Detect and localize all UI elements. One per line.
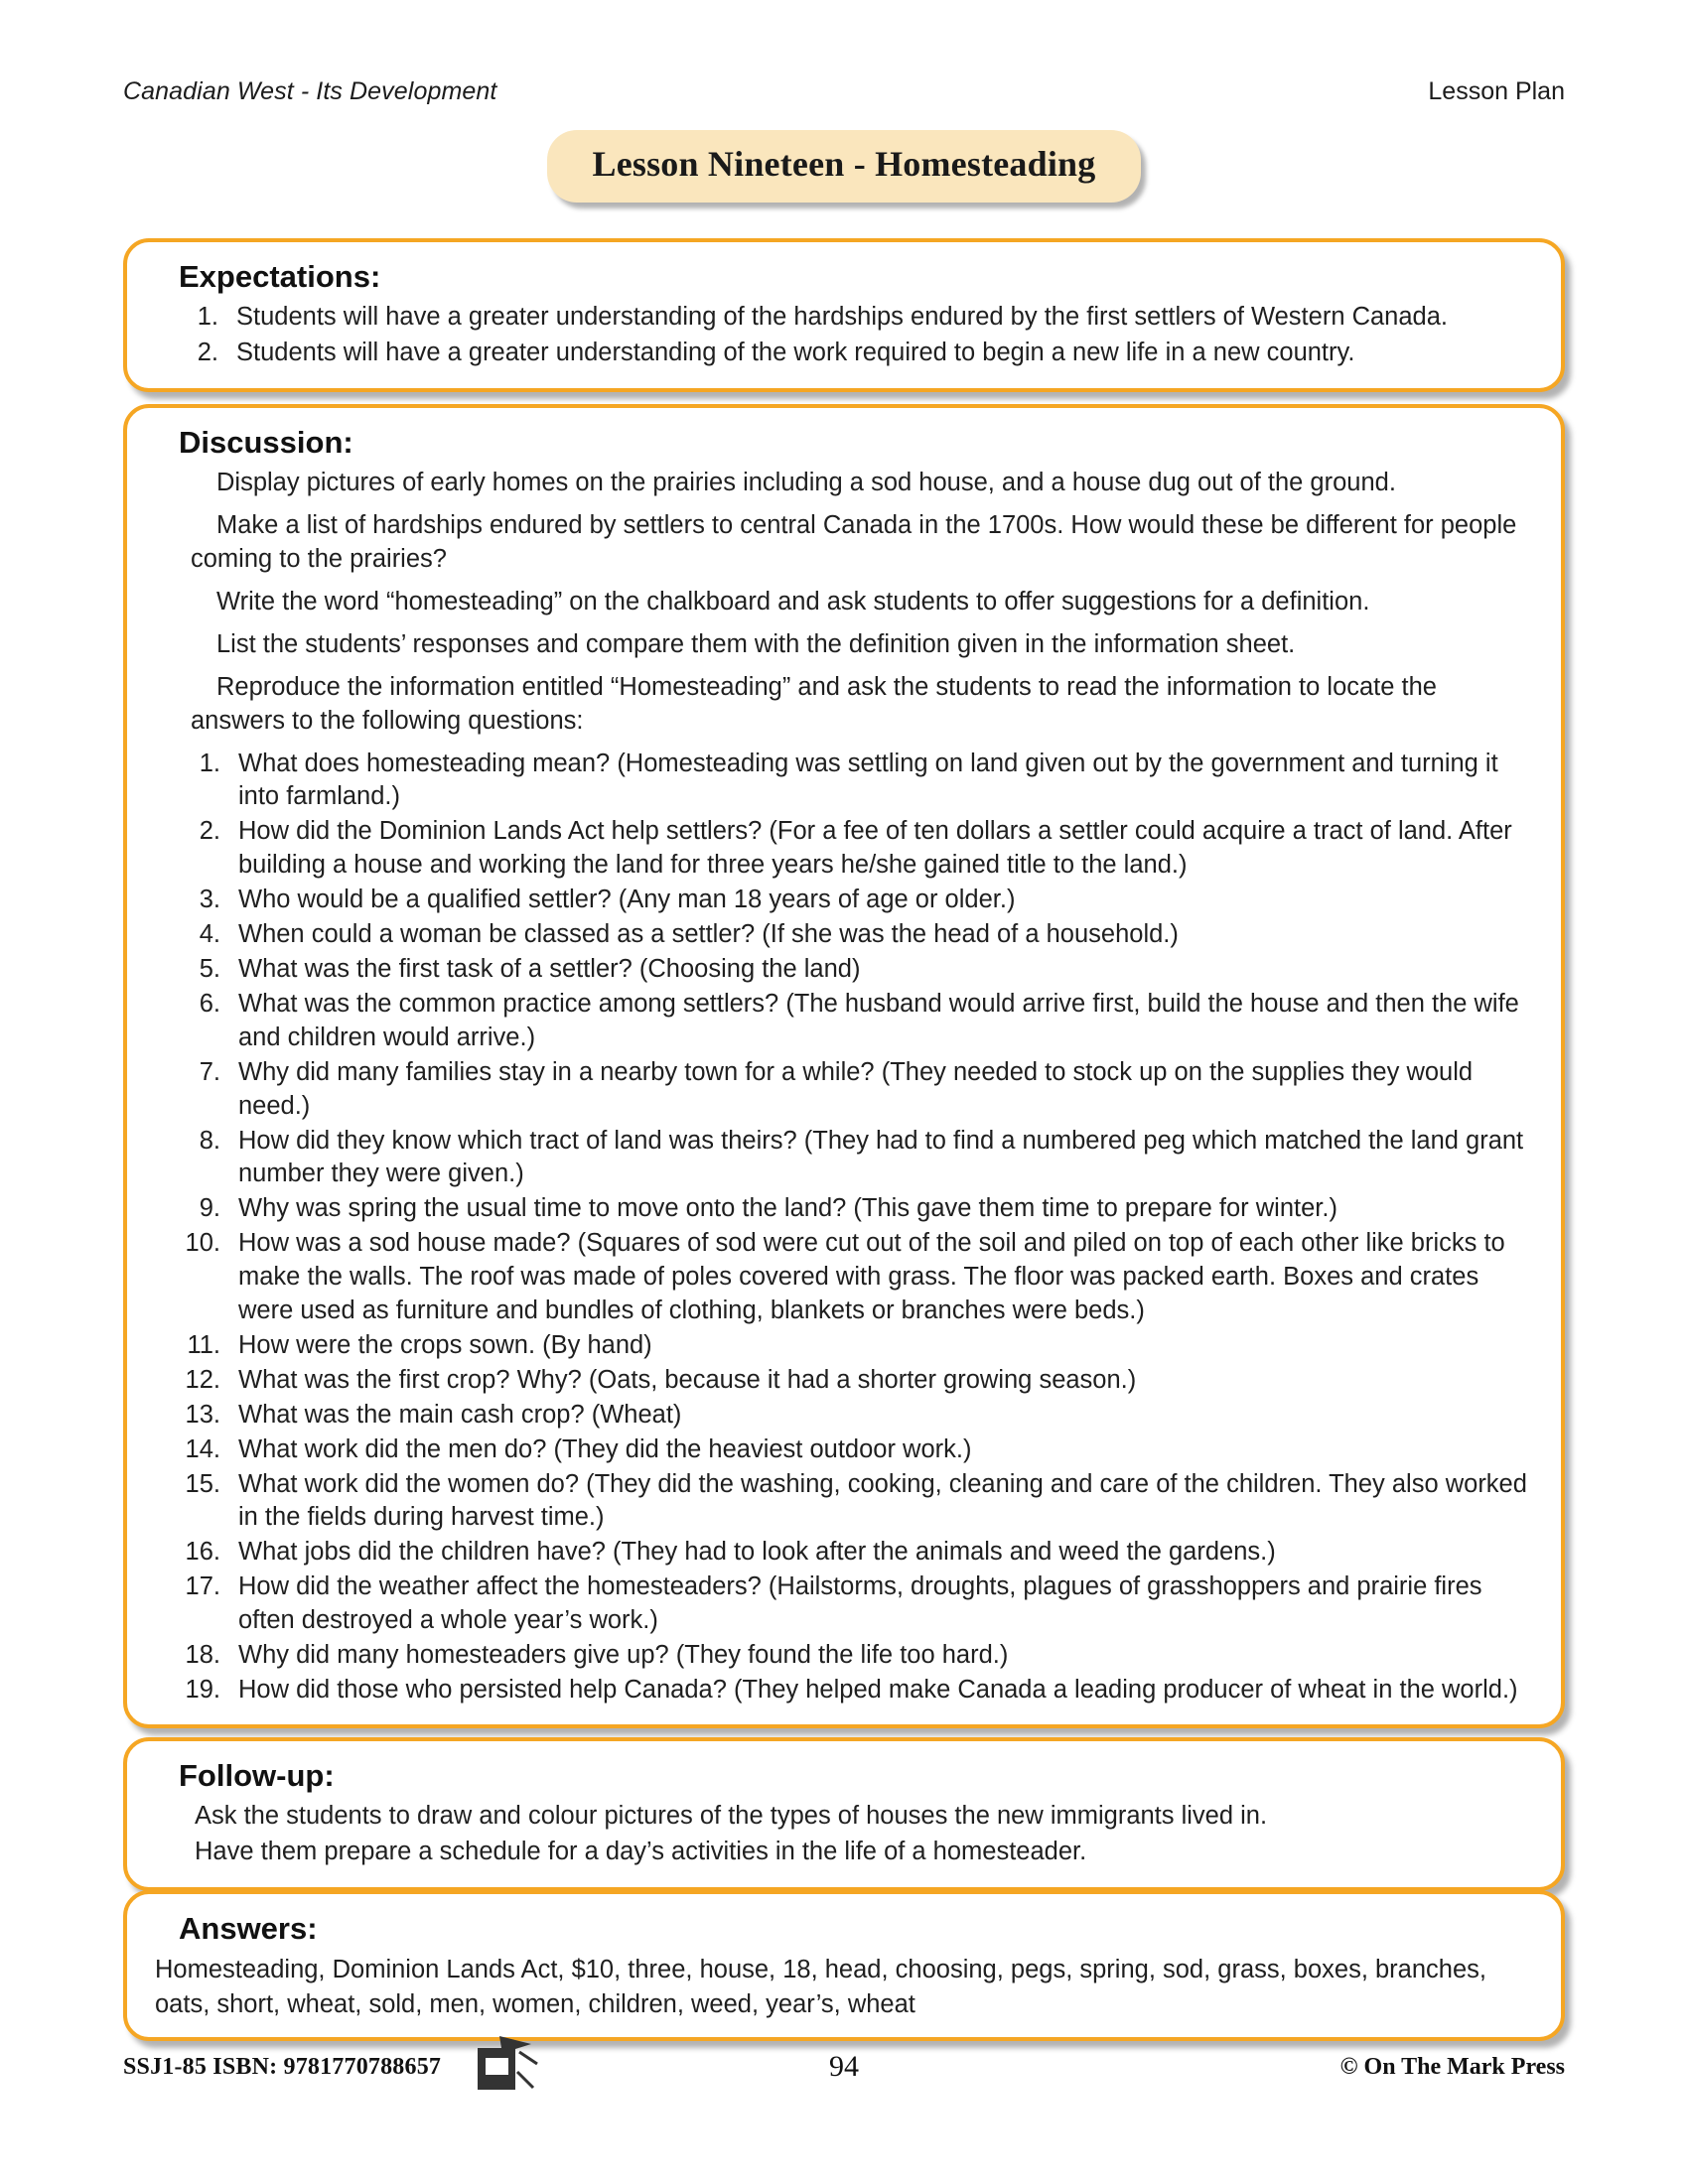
list-item-number: 4.: [199, 920, 220, 949]
answers-section: [123, 1890, 1565, 2041]
list-item-text: How did the Dominion Lands Act help settlers? (For a fee of ten dollars a settler could acquire a tract of land. After building a house and working the land for three years he/she gained title to the land.): [238, 817, 1512, 880]
list-item-text: What was the main cash crop? (Wheat): [238, 1400, 682, 1429]
list-item: [175, 337, 1535, 370]
list-item-number: 3.: [199, 886, 220, 914]
followup-line: Ask the students to draw and colour pictures of the types of houses the new immigrants lived in.: [195, 1802, 1268, 1831]
list-item-text: How did those who persisted help Canada? (They helped make Canada a leading producer of wheat in the world.): [238, 1676, 1518, 1704]
list-item-number: 5.: [199, 954, 220, 983]
list-item-text: What jobs did the children have? (They had to look after the animals and weed the gardens.): [238, 1538, 1276, 1567]
page-footer: [123, 2048, 1565, 2108]
expectations-section: [123, 238, 1565, 392]
list-item-number: 8.: [199, 1126, 220, 1155]
discussion-paragraph: Write the word “homesteading” on the chalkboard and ask students to offer suggestions for a definition.: [216, 587, 1370, 615]
list-item: [173, 918, 1535, 952]
list-item: [173, 1364, 1535, 1398]
list-item: [173, 988, 1535, 1055]
answers-heading: Answers:: [179, 1911, 318, 1946]
list-item-text: What was the first task of a settler? (Choosing the land): [238, 954, 861, 983]
page-header: [123, 77, 1565, 106]
list-item-text: What was the first crop? Why? (Oats, because it had a shorter growing season.): [238, 1365, 1137, 1394]
followup-line: Have them prepare a schedule for a day’s activities in the life of a homesteader.: [195, 1838, 1087, 1866]
followup-section: [123, 1737, 1565, 1891]
list-item-text: What work did the women do? (They did the washing, cooking, cleaning and care of the children. They also worked in the fields during harvest time.): [238, 1469, 1527, 1532]
list-item-number: 2.: [197, 339, 218, 367]
discussion-paragraph: Reproduce the information entitled “Homesteading” and ask the students to read the information to locate the answers to the following questions:: [191, 672, 1437, 735]
book-title: Canadian West - Its Development: [123, 77, 497, 105]
discussion-section: [123, 404, 1565, 1728]
list-item-number: 15.: [185, 1469, 220, 1498]
list-item-text: When could a woman be classed as a settler? (If she was the head of a household.): [238, 920, 1179, 949]
list-item-number: 7.: [199, 1057, 220, 1086]
list-item-text: Who would be a qualified settler? (Any man 18 years of age or older.): [238, 886, 1016, 914]
discussion-questions-list: [153, 748, 1535, 1707]
list-item-number: 13.: [185, 1400, 220, 1429]
list-item: [173, 1639, 1535, 1673]
expectations-list: [153, 301, 1535, 370]
list-item-text: Why was spring the usual time to move onto the land? (This gave them time to prepare for winter.): [238, 1194, 1337, 1223]
followup-heading: Follow-up:: [179, 1758, 335, 1793]
list-item-number: 17.: [185, 1572, 220, 1601]
list-item-text: What work did the men do? (They did the heaviest outdoor work.): [238, 1434, 972, 1463]
list-item-text: What was the common practice among settlers? (The husband would arrive first, build the house and then the wife and children would arrive.): [238, 989, 1519, 1051]
list-item: [173, 1536, 1535, 1570]
list-item-number: 19.: [185, 1676, 220, 1704]
list-item-number: 6.: [199, 989, 220, 1018]
list-item: [173, 1674, 1535, 1707]
list-item-text: How did they know which tract of land was theirs? (They had to find a numbered peg which matched the land grant number they were given.): [238, 1126, 1524, 1188]
list-item: [173, 1056, 1535, 1124]
list-item: [173, 1227, 1535, 1328]
lesson-title: Lesson Nineteen - Homesteading: [547, 130, 1142, 203]
list-item-text: What does homesteading mean? (Homesteading was settling on land given out by the government and turning it into farmland.): [238, 749, 1498, 811]
page-number: 94: [829, 2050, 859, 2083]
list-item-number: 1.: [199, 749, 220, 777]
list-item: [173, 1399, 1535, 1433]
discussion-heading: Discussion:: [179, 425, 353, 460]
list-item: [173, 1433, 1535, 1467]
list-item-text: Why did many homesteaders give up? (They found the life too hard.): [238, 1641, 1009, 1670]
list-item: [173, 815, 1535, 883]
list-item-number: 10.: [185, 1229, 220, 1258]
page-type-label: Lesson Plan: [1428, 77, 1565, 105]
discussion-paragraph: Make a list of hardships endured by settlers to central Canada in the 1700s. How would these be different for people coming to the prairies?: [191, 511, 1517, 573]
list-item-number: 16.: [185, 1538, 220, 1567]
list-item-number: 18.: [185, 1641, 220, 1670]
list-item-number: 12.: [185, 1365, 220, 1394]
list-item-number: 9.: [199, 1194, 220, 1223]
list-item: [173, 748, 1535, 815]
discussion-paragraphs: [153, 467, 1535, 738]
list-item-number: 14.: [185, 1434, 220, 1463]
list-item-number: 1.: [197, 303, 218, 332]
answers-text: Homesteading, Dominion Lands Act, $10, three, house, 18, head, choosing, pegs, spring, sod, grass, boxes, branches, oats, short, wheat, sold, men, women, children, weed, year’s, wheat: [155, 1956, 1486, 2018]
copyright-label: © On The Mark Press: [1339, 2054, 1565, 2080]
list-item-text: How did the weather affect the homesteaders? (Hailstorms, droughts, plagues of grasshoppers and prairie fires often destroyed a whole year’s work.): [238, 1572, 1482, 1635]
list-item-text: Students will have a greater understanding of the hardships endured by the first settlers of Western Canada.: [236, 303, 1448, 332]
isbn-label: SSJ1-85 ISBN: 9781770788657: [123, 2054, 442, 2080]
list-item: [173, 1125, 1535, 1192]
discussion-paragraph: Display pictures of early homes on the prairies including a sod house, and a house dug out of the ground.: [216, 469, 1396, 497]
list-item: [173, 1329, 1535, 1363]
list-item: [173, 1570, 1535, 1638]
list-item: [173, 953, 1535, 987]
lesson-title-banner: [0, 130, 1688, 203]
list-item: [173, 1468, 1535, 1536]
list-item: [175, 301, 1535, 335]
discussion-paragraph: List the students’ responses and compare them with the definition given in the information sheet.: [216, 629, 1296, 658]
expectations-heading: Expectations:: [179, 259, 381, 294]
list-item: [173, 1192, 1535, 1226]
list-item-text: How were the crops sown. (By hand): [238, 1330, 652, 1359]
list-item-text: Why did many families stay in a nearby town for a while? (They needed to stock up on the supplies they would need.): [238, 1057, 1474, 1120]
list-item-number: 11.: [187, 1330, 220, 1359]
list-item-text: How was a sod house made? (Squares of sod were cut out of the soil and piled on top of each other like bricks to make the walls. The roof was made of poles covered with grass. The floor was packed earth. Boxes and crates were used as furniture and bundles of clothing, blankets or branches were beds.): [238, 1229, 1505, 1325]
followup-lines: [153, 1800, 1535, 1869]
list-item-number: 2.: [199, 817, 220, 846]
list-item-text: Students will have a greater understanding of the work required to begin a new life in a new country.: [236, 339, 1355, 367]
list-item: [173, 884, 1535, 917]
